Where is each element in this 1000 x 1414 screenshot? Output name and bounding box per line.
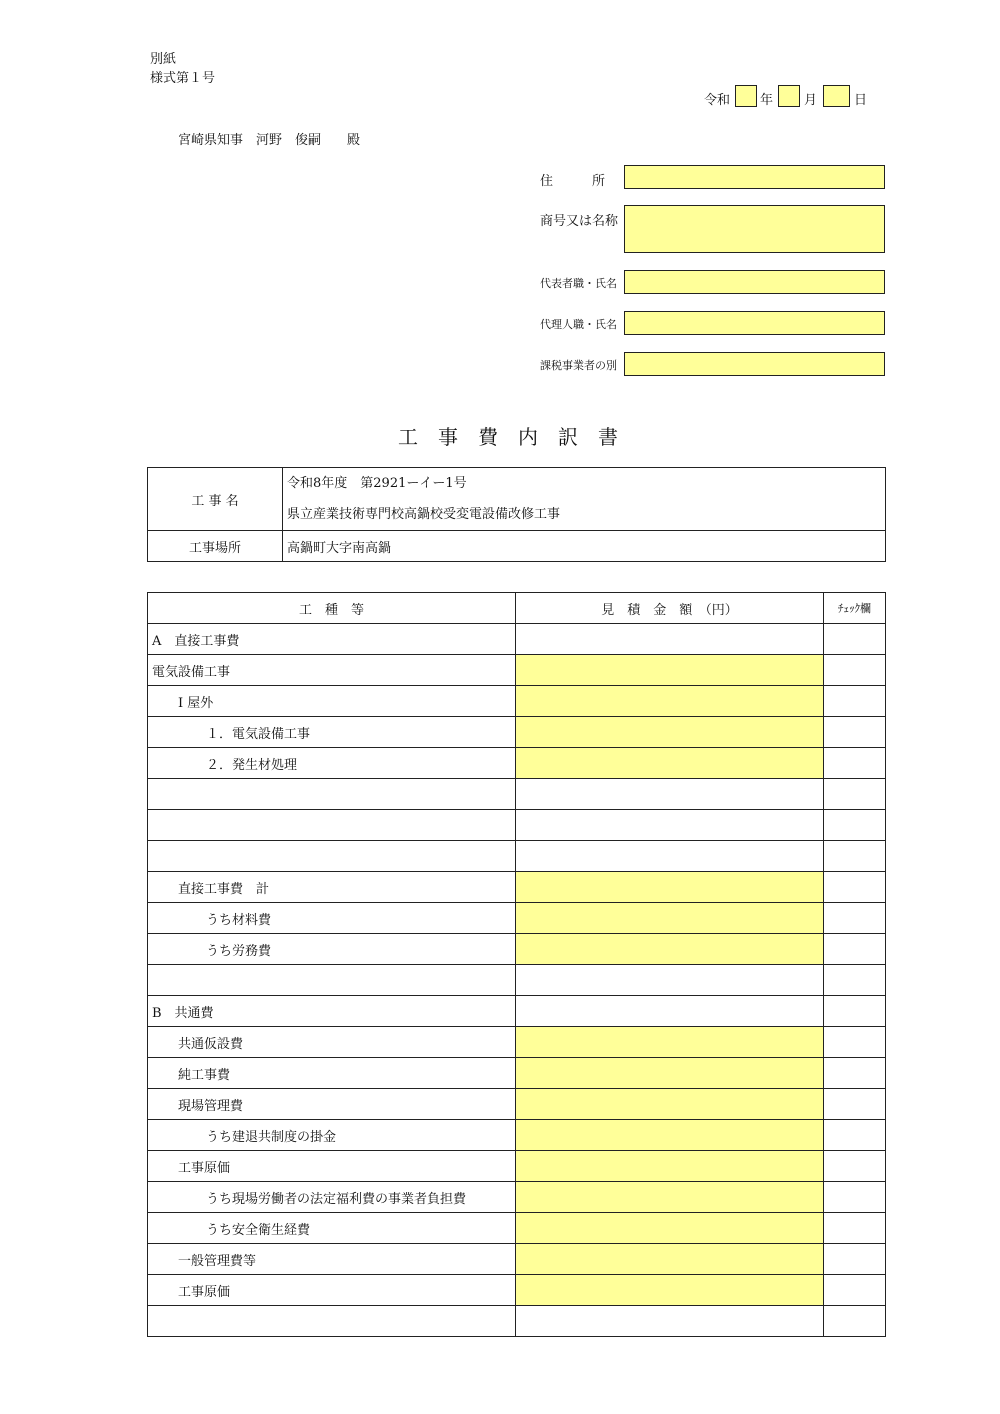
amount-cell[interactable]	[516, 872, 824, 903]
check-cell	[824, 624, 886, 655]
row-label: 電気設備工事	[148, 655, 516, 686]
row-label	[148, 841, 516, 872]
check-cell	[824, 1213, 886, 1244]
project-name-line1: 令和8年度 第2921ーイー1号	[287, 476, 467, 491]
row-label: うち安全衛生経費	[148, 1213, 516, 1244]
row-label: 直接工事費 計	[148, 872, 516, 903]
row-label: A 直接工事費	[148, 624, 516, 655]
table-row	[148, 810, 886, 841]
date-day-field[interactable]	[823, 85, 850, 107]
check-cell	[824, 1306, 886, 1337]
table-row	[148, 717, 886, 748]
table-row	[148, 841, 886, 872]
check-cell	[824, 996, 886, 1027]
amount-cell[interactable]	[516, 934, 824, 965]
amount-cell[interactable]	[516, 1027, 824, 1058]
date-day-label: 日	[854, 93, 868, 108]
row-label	[148, 1306, 516, 1337]
amount-cell[interactable]	[516, 1213, 824, 1244]
check-cell	[824, 748, 886, 779]
project-name-cell	[283, 468, 886, 531]
amount-cell	[516, 624, 824, 655]
check-cell	[824, 903, 886, 934]
amount-cell[interactable]	[516, 1089, 824, 1120]
table-row	[148, 1244, 886, 1275]
check-cell	[824, 655, 886, 686]
amount-cell[interactable]	[516, 1058, 824, 1089]
table-row	[148, 1089, 886, 1120]
check-cell	[824, 1244, 886, 1275]
project-name-label: 工 事 名	[148, 468, 283, 531]
project-table	[147, 467, 886, 562]
row-label: B 共通費	[148, 996, 516, 1027]
amount-cell	[516, 779, 824, 810]
taxable-label: 課税事業者の別	[540, 359, 617, 372]
row-label: うち現場労働者の法定福利費の事業者負担費	[148, 1182, 516, 1213]
amount-cell[interactable]	[516, 686, 824, 717]
check-cell	[824, 1120, 886, 1151]
amount-cell	[516, 841, 824, 872]
check-cell	[824, 1089, 886, 1120]
document-title: 工事費内訳書	[398, 425, 638, 449]
amount-cell[interactable]	[516, 717, 824, 748]
table-row	[148, 1058, 886, 1089]
check-cell	[824, 686, 886, 717]
attachment-label: 別紙	[150, 52, 177, 67]
row-label: 工事原価	[148, 1151, 516, 1182]
row-label: 一般管理費等	[148, 1244, 516, 1275]
table-row	[148, 1027, 886, 1058]
amount-cell[interactable]	[516, 748, 824, 779]
representative-label: 代表者職・氏名	[540, 277, 617, 290]
row-label: 現場管理費	[148, 1089, 516, 1120]
agent-label: 代理人職・氏名	[540, 318, 617, 331]
table-row	[148, 934, 886, 965]
company-name-field[interactable]	[624, 205, 885, 253]
address-field[interactable]	[624, 165, 885, 189]
form-number: 様式第１号	[150, 71, 216, 86]
row-label: 共通仮設費	[148, 1027, 516, 1058]
row-label: Ⅰ 屋外	[148, 686, 516, 717]
row-label: １．電気設備工事	[148, 717, 516, 748]
amount-cell[interactable]	[516, 1120, 824, 1151]
table-row	[148, 779, 886, 810]
date-year-label: 年	[760, 93, 774, 108]
company-name-label: 商号又は名称	[540, 214, 619, 229]
amount-cell[interactable]	[516, 1244, 824, 1275]
header-amount: 見 積 金 額 （円）	[516, 593, 824, 624]
row-label	[148, 965, 516, 996]
table-row	[148, 903, 886, 934]
check-cell	[824, 1182, 886, 1213]
representative-field[interactable]	[624, 270, 885, 294]
table-row	[148, 872, 886, 903]
table-row	[148, 1275, 886, 1306]
amount-cell	[516, 810, 824, 841]
check-cell	[824, 1058, 886, 1089]
check-cell	[824, 779, 886, 810]
check-cell	[824, 934, 886, 965]
table-row	[148, 655, 886, 686]
amount-cell	[516, 996, 824, 1027]
addressee: 宮崎県知事 河野 俊嗣 殿	[178, 133, 361, 148]
check-cell	[824, 810, 886, 841]
table-row	[148, 1213, 886, 1244]
row-label: ２．発生材処理	[148, 748, 516, 779]
table-row	[148, 1120, 886, 1151]
check-cell	[824, 965, 886, 996]
row-label	[148, 779, 516, 810]
table-row	[148, 1306, 886, 1337]
project-site-label: 工事場所	[148, 531, 283, 562]
table-row	[148, 624, 886, 655]
project-name-line2: 県立産業技術専門校高鍋校受変電設備改修工事	[287, 507, 561, 522]
breakdown-table	[147, 592, 886, 1337]
date-era: 令和	[704, 93, 731, 108]
header-check: ﾁｪｯｸ欄	[824, 593, 886, 624]
address-label: 住 所	[540, 174, 606, 189]
header-item: 工 種 等	[148, 593, 516, 624]
table-row	[148, 686, 886, 717]
row-label: うち労務費	[148, 934, 516, 965]
check-cell	[824, 717, 886, 748]
row-label	[148, 810, 516, 841]
amount-cell[interactable]	[516, 1182, 824, 1213]
row-label: うち材料費	[148, 903, 516, 934]
table-row	[148, 965, 886, 996]
amount-cell	[516, 965, 824, 996]
table-row	[148, 1182, 886, 1213]
amount-cell	[516, 1306, 824, 1337]
agent-field[interactable]	[624, 311, 885, 335]
amount-cell[interactable]	[516, 1275, 824, 1306]
date-month-label: 月	[804, 93, 818, 108]
table-row	[148, 748, 886, 779]
check-cell	[824, 841, 886, 872]
row-label: うち建退共制度の掛金	[148, 1120, 516, 1151]
date-year-field[interactable]	[735, 85, 757, 107]
taxable-field[interactable]	[624, 352, 885, 376]
date-month-field[interactable]	[778, 85, 800, 107]
check-cell	[824, 1027, 886, 1058]
project-site-value: 高鍋町大字南高鍋	[283, 531, 886, 562]
amount-cell[interactable]	[516, 903, 824, 934]
table-row	[148, 1151, 886, 1182]
amount-cell[interactable]	[516, 655, 824, 686]
amount-cell[interactable]	[516, 1151, 824, 1182]
check-cell	[824, 1151, 886, 1182]
row-label: 純工事費	[148, 1058, 516, 1089]
check-cell	[824, 872, 886, 903]
check-cell	[824, 1275, 886, 1306]
table-row	[148, 996, 886, 1027]
row-label: 工事原価	[148, 1275, 516, 1306]
